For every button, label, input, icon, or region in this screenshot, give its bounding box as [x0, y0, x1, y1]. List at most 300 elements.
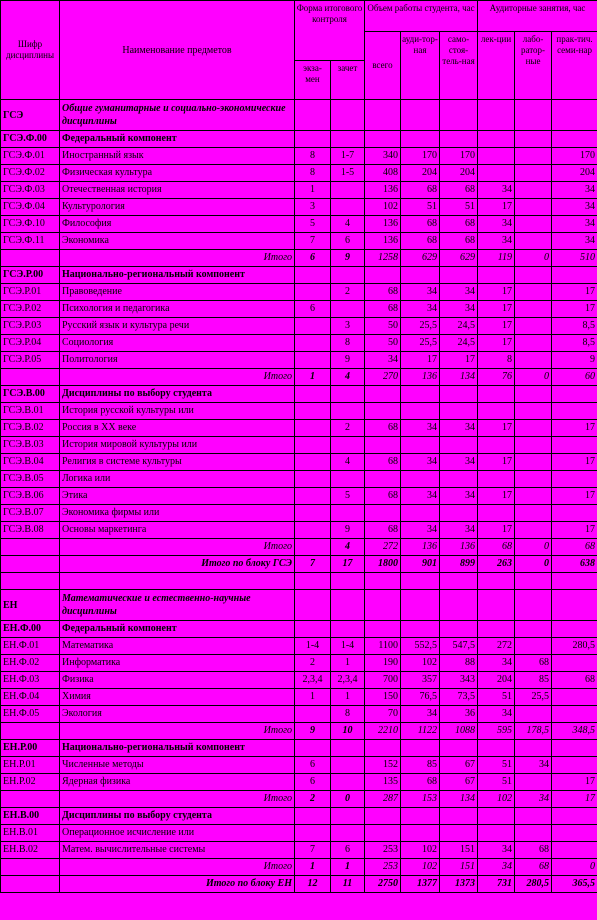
block-total-row: [1, 876, 597, 893]
total-cell: 340: [365, 148, 401, 165]
exam-cell: 2: [295, 655, 331, 672]
empty-cell: [552, 740, 597, 757]
header-classroom: Аудиторные занятия, час: [478, 1, 597, 32]
exam-cell: [295, 522, 331, 539]
total-cell: 152: [365, 757, 401, 774]
section-row: [1, 386, 597, 403]
lectures-cell: 34: [478, 859, 515, 876]
auditor-cell: 68: [401, 233, 440, 250]
exam-cell: [295, 335, 331, 352]
empty-cell: [515, 573, 552, 590]
practice-cell: 348,5: [552, 723, 597, 740]
name-cell: Итого: [60, 859, 295, 876]
lectures-cell: 51: [478, 689, 515, 706]
credit-cell: 10: [331, 723, 365, 740]
total-cell: [365, 437, 401, 454]
section-row: [1, 267, 597, 284]
name-cell: Численные методы: [60, 757, 295, 774]
empty-cell: [440, 740, 478, 757]
labs-cell: 280,5: [515, 876, 552, 893]
exam-cell: [295, 488, 331, 505]
name-cell: Основы маркетинга: [60, 522, 295, 539]
auditor-cell: 34: [401, 420, 440, 437]
auditor-cell: 34: [401, 522, 440, 539]
table-row: [1, 522, 597, 539]
auditor-cell: 204: [401, 165, 440, 182]
lectures-cell: 34: [478, 706, 515, 723]
empty-cell: [401, 740, 440, 757]
empty-cell: [478, 808, 515, 825]
code-cell: [1, 556, 60, 573]
empty-cell: [515, 621, 552, 638]
exam-cell: 7: [295, 233, 331, 250]
empty-cell: [440, 267, 478, 284]
table-row: [1, 437, 597, 454]
empty-cell: [331, 808, 365, 825]
independent-cell: 151: [440, 842, 478, 859]
lectures-cell: 34: [478, 655, 515, 672]
credit-cell: [331, 757, 365, 774]
name-cell: Русский язык и культура речи: [60, 318, 295, 335]
credit-cell: [331, 301, 365, 318]
practice-cell: 9: [552, 352, 597, 369]
credit-cell: 11: [331, 876, 365, 893]
practice-cell: 8,5: [552, 335, 597, 352]
practice-cell: 17: [552, 488, 597, 505]
total-cell: 272: [365, 539, 401, 556]
lectures-cell: 17: [478, 284, 515, 301]
code-cell: ЕН.Ф.05: [1, 706, 60, 723]
empty-cell: [295, 573, 331, 590]
total-cell: 700: [365, 672, 401, 689]
independent-cell: [440, 825, 478, 842]
total-cell: 34: [365, 352, 401, 369]
empty-cell: [365, 590, 401, 621]
table-row: [1, 420, 597, 437]
table-row: [1, 505, 597, 522]
independent-cell: 547,5: [440, 638, 478, 655]
section-code: ГСЭ.Р.00: [1, 267, 60, 284]
lectures-cell: 34: [478, 233, 515, 250]
empty-cell: [331, 621, 365, 638]
empty-cell: [295, 590, 331, 621]
empty-cell: [365, 573, 401, 590]
total-cell: 136: [365, 182, 401, 199]
credit-cell: 1-4: [331, 638, 365, 655]
lectures-cell: 17: [478, 301, 515, 318]
labs-cell: [515, 199, 552, 216]
code-cell: ЕН.В.01: [1, 825, 60, 842]
credit-cell: 6: [331, 233, 365, 250]
total-cell: 68: [365, 522, 401, 539]
table-row: [1, 335, 597, 352]
empty-cell: [552, 621, 597, 638]
practice-cell: 204: [552, 165, 597, 182]
table-row: [1, 216, 597, 233]
exam-cell: [295, 539, 331, 556]
labs-cell: 68: [515, 655, 552, 672]
empty-cell: [295, 621, 331, 638]
credit-cell: 1: [331, 859, 365, 876]
empty-cell: [440, 590, 478, 621]
practice-cell: [552, 706, 597, 723]
code-cell: ГСЭ.Р.02: [1, 301, 60, 318]
labs-cell: 0: [515, 539, 552, 556]
credit-cell: 4: [331, 216, 365, 233]
total-cell: 68: [365, 284, 401, 301]
practice-cell: 510: [552, 250, 597, 267]
name-cell: Матем. вычислительные системы: [60, 842, 295, 859]
labs-cell: [515, 706, 552, 723]
subtotal-row: [1, 859, 597, 876]
labs-cell: [515, 318, 552, 335]
auditor-cell: 901: [401, 556, 440, 573]
subtotal-row: [1, 369, 597, 386]
total-cell: 135: [365, 774, 401, 791]
exam-cell: 9: [295, 723, 331, 740]
labs-cell: [515, 216, 552, 233]
practice-cell: 365,5: [552, 876, 597, 893]
total-cell: 253: [365, 842, 401, 859]
total-cell: [365, 505, 401, 522]
independent-cell: 88: [440, 655, 478, 672]
auditor-cell: 136: [401, 539, 440, 556]
independent-cell: 899: [440, 556, 478, 573]
practice-cell: [552, 437, 597, 454]
total-cell: [365, 471, 401, 488]
name-cell: Химия: [60, 689, 295, 706]
name-cell: Экономика фирмы или: [60, 505, 295, 522]
independent-cell: 51: [440, 199, 478, 216]
empty-cell: [401, 621, 440, 638]
lectures-cell: 17: [478, 318, 515, 335]
empty-cell: [365, 131, 401, 148]
section-row: [1, 131, 597, 148]
labs-cell: 0: [515, 369, 552, 386]
auditor-cell: 102: [401, 859, 440, 876]
empty-cell: [365, 267, 401, 284]
empty-cell: [478, 386, 515, 403]
empty-cell: [440, 621, 478, 638]
labs-cell: [515, 335, 552, 352]
independent-cell: 151: [440, 859, 478, 876]
header-practice: прак-тич. семи-нар: [552, 32, 597, 100]
independent-cell: 136: [440, 539, 478, 556]
labs-cell: [515, 454, 552, 471]
empty-cell: [365, 621, 401, 638]
empty-cell: [1, 573, 60, 590]
empty-cell: [552, 386, 597, 403]
empty-cell: [401, 131, 440, 148]
practice-cell: 34: [552, 233, 597, 250]
section-row: [1, 590, 597, 621]
exam-cell: 3: [295, 199, 331, 216]
empty-cell: [295, 267, 331, 284]
empty-cell: [295, 100, 331, 131]
name-cell: Итого: [60, 539, 295, 556]
practice-cell: 280,5: [552, 638, 597, 655]
empty-cell: [401, 573, 440, 590]
exam-cell: [295, 318, 331, 335]
name-cell: Итого: [60, 791, 295, 808]
table-row: [1, 672, 597, 689]
name-cell: Логика или: [60, 471, 295, 488]
total-cell: 50: [365, 318, 401, 335]
practice-cell: 638: [552, 556, 597, 573]
credit-cell: 3: [331, 318, 365, 335]
labs-cell: 178,5: [515, 723, 552, 740]
code-cell: ГСЭ.В.05: [1, 471, 60, 488]
empty-cell: [365, 808, 401, 825]
exam-cell: 7: [295, 842, 331, 859]
code-cell: ГСЭ.В.04: [1, 454, 60, 471]
auditor-cell: [401, 825, 440, 842]
subtotal-row: [1, 539, 597, 556]
table-row: [1, 148, 597, 165]
lectures-cell: [478, 148, 515, 165]
auditor-cell: 136: [401, 369, 440, 386]
empty-cell: [440, 386, 478, 403]
subtotal-row: [1, 723, 597, 740]
labs-cell: [515, 165, 552, 182]
auditor-cell: 51: [401, 199, 440, 216]
section-row: [1, 621, 597, 638]
lectures-cell: 8: [478, 352, 515, 369]
table-row: [1, 825, 597, 842]
independent-cell: 1373: [440, 876, 478, 893]
labs-cell: 68: [515, 842, 552, 859]
auditor-cell: [401, 437, 440, 454]
section-title: Федеральный компонент: [60, 131, 295, 148]
empty-cell: [365, 386, 401, 403]
code-cell: ЕН.Ф.04: [1, 689, 60, 706]
independent-cell: 68: [440, 233, 478, 250]
name-cell: Психология и педагогика: [60, 301, 295, 318]
name-cell: Итого по блоку ЕН: [60, 876, 295, 893]
credit-cell: 5: [331, 488, 365, 505]
empty-cell: [515, 131, 552, 148]
empty-cell: [401, 386, 440, 403]
auditor-cell: 68: [401, 774, 440, 791]
name-cell: Итого: [60, 723, 295, 740]
subtotal-row: [1, 250, 597, 267]
lectures-cell: 204: [478, 672, 515, 689]
credit-cell: 1-5: [331, 165, 365, 182]
empty-cell: [478, 573, 515, 590]
credit-cell: [331, 825, 365, 842]
auditor-cell: 170: [401, 148, 440, 165]
total-cell: 1258: [365, 250, 401, 267]
section-code: ЕН.В.00: [1, 808, 60, 825]
credit-cell: 1-7: [331, 148, 365, 165]
lectures-cell: [478, 471, 515, 488]
credit-cell: [331, 182, 365, 199]
exam-cell: [295, 706, 331, 723]
credit-cell: 9: [331, 522, 365, 539]
auditor-cell: 1377: [401, 876, 440, 893]
lectures-cell: 17: [478, 199, 515, 216]
table-body: [1, 100, 597, 893]
table-row: [1, 454, 597, 471]
practice-cell: 17: [552, 420, 597, 437]
independent-cell: 68: [440, 182, 478, 199]
name-cell: Итого: [60, 250, 295, 267]
practice-cell: 17: [552, 774, 597, 791]
total-cell: 1100: [365, 638, 401, 655]
empty-cell: [515, 386, 552, 403]
table-row: [1, 301, 597, 318]
code-cell: ГСЭ.Ф.04: [1, 199, 60, 216]
credit-cell: 4: [331, 454, 365, 471]
lectures-cell: 34: [478, 182, 515, 199]
empty-cell: [401, 100, 440, 131]
independent-cell: [440, 403, 478, 420]
code-cell: ГСЭ.Ф.11: [1, 233, 60, 250]
code-cell: ЕН.Р.01: [1, 757, 60, 774]
code-cell: ЕН.Ф.03: [1, 672, 60, 689]
independent-cell: 134: [440, 369, 478, 386]
practice-cell: 17: [552, 791, 597, 808]
credit-cell: 9: [331, 352, 365, 369]
lectures-cell: 51: [478, 774, 515, 791]
table-row: [1, 471, 597, 488]
table-row: [1, 318, 597, 335]
empty-cell: [515, 740, 552, 757]
practice-cell: 17: [552, 454, 597, 471]
lectures-cell: [478, 505, 515, 522]
exam-cell: [295, 284, 331, 301]
lectures-cell: 51: [478, 757, 515, 774]
empty-cell: [401, 808, 440, 825]
table-row: [1, 403, 597, 420]
lectures-cell: 595: [478, 723, 515, 740]
name-cell: Итого: [60, 369, 295, 386]
code-cell: ГСЭ.Ф.01: [1, 148, 60, 165]
lectures-cell: [478, 437, 515, 454]
credit-cell: 1: [331, 655, 365, 672]
labs-cell: [515, 352, 552, 369]
credit-cell: 8: [331, 706, 365, 723]
empty-cell: [295, 740, 331, 757]
independent-cell: 170: [440, 148, 478, 165]
total-cell: 68: [365, 420, 401, 437]
empty-cell: [478, 740, 515, 757]
credit-cell: [331, 471, 365, 488]
table-row: [1, 842, 597, 859]
name-cell: Физическая культура: [60, 165, 295, 182]
name-cell: Философия: [60, 216, 295, 233]
section-title: Дисциплины по выбору студента: [60, 808, 295, 825]
exam-cell: 1: [295, 859, 331, 876]
name-cell: Правоведение: [60, 284, 295, 301]
auditor-cell: 34: [401, 284, 440, 301]
total-cell: 2210: [365, 723, 401, 740]
total-cell: 136: [365, 233, 401, 250]
labs-cell: [515, 420, 552, 437]
labs-cell: [515, 638, 552, 655]
practice-cell: [552, 403, 597, 420]
empty-cell: [295, 131, 331, 148]
header-code: Шифр дисциплины: [1, 1, 60, 100]
labs-cell: [515, 774, 552, 791]
code-cell: ГСЭ.Ф.02: [1, 165, 60, 182]
header-workload: Объем работы студента, час: [365, 1, 478, 32]
exam-cell: 7: [295, 556, 331, 573]
code-cell: ГСЭ.Р.05: [1, 352, 60, 369]
credit-cell: [331, 199, 365, 216]
lectures-cell: 17: [478, 420, 515, 437]
empty-cell: [478, 267, 515, 284]
name-cell: Информатика: [60, 655, 295, 672]
exam-cell: [295, 403, 331, 420]
code-cell: ЕН.В.02: [1, 842, 60, 859]
practice-cell: 34: [552, 182, 597, 199]
independent-cell: 343: [440, 672, 478, 689]
auditor-cell: 17: [401, 352, 440, 369]
labs-cell: [515, 825, 552, 842]
section-code: ГСЭ: [1, 100, 60, 131]
credit-cell: 0: [331, 791, 365, 808]
independent-cell: 67: [440, 774, 478, 791]
labs-cell: [515, 233, 552, 250]
labs-cell: [515, 284, 552, 301]
practice-cell: 0: [552, 859, 597, 876]
empty-cell: [401, 590, 440, 621]
practice-cell: 170: [552, 148, 597, 165]
total-cell: 68: [365, 488, 401, 505]
independent-cell: 34: [440, 454, 478, 471]
section-title: Федеральный компонент: [60, 621, 295, 638]
empty-cell: [365, 740, 401, 757]
credit-cell: 9: [331, 250, 365, 267]
section-title: Национально-региональный компонент: [60, 740, 295, 757]
credit-cell: [331, 774, 365, 791]
empty-cell: [331, 131, 365, 148]
name-cell: Ядерная физика: [60, 774, 295, 791]
table-row: [1, 689, 597, 706]
auditor-cell: 68: [401, 182, 440, 199]
auditor-cell: 629: [401, 250, 440, 267]
total-cell: 102: [365, 199, 401, 216]
section-code: ГСЭ.Ф.00: [1, 131, 60, 148]
total-cell: 287: [365, 791, 401, 808]
exam-cell: [295, 505, 331, 522]
auditor-cell: 1122: [401, 723, 440, 740]
empty-cell: [515, 590, 552, 621]
independent-cell: 67: [440, 757, 478, 774]
name-cell: Религия в системе культуры: [60, 454, 295, 471]
code-cell: ГСЭ.В.06: [1, 488, 60, 505]
name-cell: Иностранный язык: [60, 148, 295, 165]
code-cell: [1, 250, 60, 267]
total-cell: 408: [365, 165, 401, 182]
independent-cell: 24,5: [440, 318, 478, 335]
table-row: [1, 488, 597, 505]
lectures-cell: 68: [478, 539, 515, 556]
labs-cell: [515, 148, 552, 165]
total-cell: 253: [365, 859, 401, 876]
spacer-row: [1, 573, 597, 590]
labs-cell: 68: [515, 859, 552, 876]
lectures-cell: 731: [478, 876, 515, 893]
exam-cell: 8: [295, 148, 331, 165]
auditor-cell: 34: [401, 706, 440, 723]
lectures-cell: 272: [478, 638, 515, 655]
empty-cell: [440, 100, 478, 131]
independent-cell: 204: [440, 165, 478, 182]
code-cell: ГСЭ.В.02: [1, 420, 60, 437]
empty-cell: [365, 100, 401, 131]
